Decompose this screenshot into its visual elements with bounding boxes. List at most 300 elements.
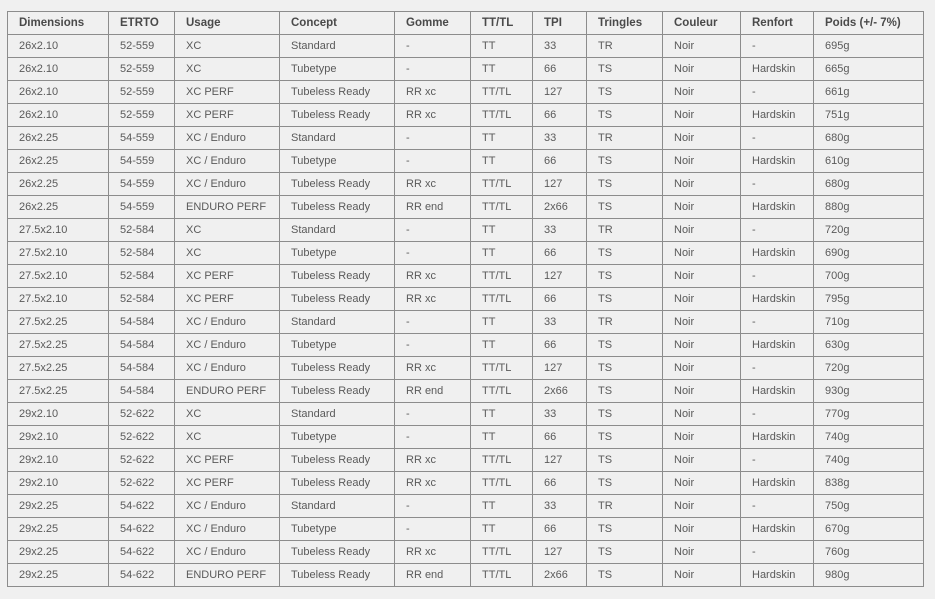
table-cell: 66 [533, 58, 587, 81]
table-cell: - [395, 495, 471, 518]
table-cell: XC / Enduro [175, 311, 280, 334]
table-cell: 127 [533, 449, 587, 472]
table-cell: TT/TL [471, 196, 533, 219]
table-cell: Tubeless Ready [280, 357, 395, 380]
header-row [8, 12, 924, 35]
table-cell: Noir [663, 127, 741, 150]
table-cell: 980g [814, 564, 924, 587]
table-cell: 54-584 [109, 334, 175, 357]
table-cell: 760g [814, 541, 924, 564]
table-cell: Tubeless Ready [280, 173, 395, 196]
table-cell: TT [471, 403, 533, 426]
table-cell: TT [471, 518, 533, 541]
table-cell: Tubeless Ready [280, 449, 395, 472]
table-cell: Noir [663, 380, 741, 403]
table-cell: Standard [280, 127, 395, 150]
table-cell: 29x2.25 [8, 495, 109, 518]
table-cell: TS [587, 518, 663, 541]
table-cell: 26x2.10 [8, 104, 109, 127]
table-cell: TS [587, 426, 663, 449]
table-row [8, 495, 924, 518]
table-cell: 740g [814, 449, 924, 472]
table-cell: 29x2.10 [8, 426, 109, 449]
table-cell: - [395, 58, 471, 81]
table-cell: TS [587, 541, 663, 564]
table-cell: RR end [395, 196, 471, 219]
table-cell: 66 [533, 426, 587, 449]
table-cell: 838g [814, 472, 924, 495]
table-cell: 27.5x2.10 [8, 288, 109, 311]
table-cell: 26x2.25 [8, 150, 109, 173]
table-cell: - [741, 173, 814, 196]
table-cell: Tubetype [280, 334, 395, 357]
table-cell: 66 [533, 150, 587, 173]
table-cell: - [395, 242, 471, 265]
table-cell: 54-622 [109, 518, 175, 541]
table-cell: 52-584 [109, 288, 175, 311]
table-row [8, 35, 924, 58]
column-header: Gomme [395, 12, 471, 35]
table-cell: Tubeless Ready [280, 81, 395, 104]
table-cell: Hardskin [741, 104, 814, 127]
table-cell: Hardskin [741, 150, 814, 173]
table-cell: Noir [663, 81, 741, 104]
table-cell: 770g [814, 403, 924, 426]
table-cell: Standard [280, 311, 395, 334]
table-cell: Hardskin [741, 518, 814, 541]
table-row [8, 242, 924, 265]
table-cell: 26x2.10 [8, 81, 109, 104]
table-cell: 26x2.25 [8, 127, 109, 150]
column-header: Usage [175, 12, 280, 35]
table-cell: 2x66 [533, 564, 587, 587]
table-cell: XC PERF [175, 288, 280, 311]
table-cell: 127 [533, 81, 587, 104]
table-cell: 27.5x2.10 [8, 265, 109, 288]
table-cell: - [741, 81, 814, 104]
table-cell: TS [587, 472, 663, 495]
table-cell: 29x2.10 [8, 449, 109, 472]
table-cell: 54-584 [109, 311, 175, 334]
table-cell: Noir [663, 288, 741, 311]
table-cell: 751g [814, 104, 924, 127]
table-cell: Noir [663, 311, 741, 334]
table-cell: RR xc [395, 357, 471, 380]
table-cell: XC [175, 403, 280, 426]
table-cell: Tubeless Ready [280, 196, 395, 219]
table-cell: Noir [663, 58, 741, 81]
table-cell: Tubeless Ready [280, 265, 395, 288]
table-cell: - [395, 311, 471, 334]
table-row [8, 426, 924, 449]
table-cell: Tubetype [280, 58, 395, 81]
table-cell: TS [587, 81, 663, 104]
table-row [8, 449, 924, 472]
table-cell: Noir [663, 173, 741, 196]
table-cell: Noir [663, 35, 741, 58]
table-cell: 27.5x2.10 [8, 242, 109, 265]
table-cell: 661g [814, 81, 924, 104]
table-cell: 29x2.25 [8, 518, 109, 541]
table-cell: TT [471, 127, 533, 150]
table-cell: Hardskin [741, 196, 814, 219]
table-cell: 930g [814, 380, 924, 403]
column-header: Tringles [587, 12, 663, 35]
table-cell: XC / Enduro [175, 150, 280, 173]
table-cell: TT/TL [471, 81, 533, 104]
table-cell: TT [471, 35, 533, 58]
table-row [8, 357, 924, 380]
table-row [8, 219, 924, 242]
table-cell: - [741, 219, 814, 242]
table-cell: XC / Enduro [175, 173, 280, 196]
table-cell: TT/TL [471, 472, 533, 495]
table-cell: Noir [663, 403, 741, 426]
table-cell: XC [175, 242, 280, 265]
table-cell: TS [587, 58, 663, 81]
table-cell: 52-622 [109, 403, 175, 426]
table-cell: XC PERF [175, 81, 280, 104]
table-cell: XC / Enduro [175, 334, 280, 357]
table-cell: 26x2.25 [8, 173, 109, 196]
table-row [8, 173, 924, 196]
table-cell: 690g [814, 242, 924, 265]
table-cell: 33 [533, 127, 587, 150]
spec-table-container [7, 11, 923, 587]
table-cell: 127 [533, 541, 587, 564]
table-cell: TS [587, 449, 663, 472]
table-row [8, 58, 924, 81]
table-cell: 54-559 [109, 150, 175, 173]
table-cell: TT/TL [471, 265, 533, 288]
table-row [8, 127, 924, 150]
table-cell: 29x2.25 [8, 541, 109, 564]
table-cell: 33 [533, 35, 587, 58]
table-cell: TS [587, 380, 663, 403]
table-cell: - [741, 449, 814, 472]
table-row [8, 564, 924, 587]
table-cell: 54-622 [109, 564, 175, 587]
column-header: Renfort [741, 12, 814, 35]
table-row [8, 150, 924, 173]
table-cell: 54-584 [109, 380, 175, 403]
table-cell: Standard [280, 35, 395, 58]
table-cell: 680g [814, 173, 924, 196]
table-cell: - [741, 311, 814, 334]
table-cell: XC PERF [175, 104, 280, 127]
table-row [8, 518, 924, 541]
table-row [8, 311, 924, 334]
table-cell: Noir [663, 242, 741, 265]
table-cell: Hardskin [741, 58, 814, 81]
table-cell: TS [587, 104, 663, 127]
table-cell: 695g [814, 35, 924, 58]
table-cell: TS [587, 173, 663, 196]
top-cropped-strip [0, 0, 935, 11]
table-cell: Tubetype [280, 426, 395, 449]
table-body [8, 35, 924, 587]
table-cell: Tubeless Ready [280, 288, 395, 311]
table-cell: 720g [814, 357, 924, 380]
table-cell: TR [587, 35, 663, 58]
table-cell: 27.5x2.10 [8, 219, 109, 242]
table-cell: - [741, 541, 814, 564]
table-cell: TS [587, 334, 663, 357]
table-cell: 52-622 [109, 449, 175, 472]
table-cell: TT [471, 58, 533, 81]
table-cell: RR xc [395, 449, 471, 472]
table-cell: - [395, 35, 471, 58]
table-cell: TT/TL [471, 357, 533, 380]
table-cell: TS [587, 564, 663, 587]
table-cell: ENDURO PERF [175, 564, 280, 587]
column-header: Couleur [663, 12, 741, 35]
table-cell: TT [471, 495, 533, 518]
table-cell: 52-622 [109, 472, 175, 495]
table-cell: Noir [663, 357, 741, 380]
table-cell: 33 [533, 495, 587, 518]
table-cell: 33 [533, 219, 587, 242]
table-cell: 54-584 [109, 357, 175, 380]
table-cell: RR xc [395, 173, 471, 196]
table-row [8, 288, 924, 311]
column-header: ETRTO [109, 12, 175, 35]
table-cell: 700g [814, 265, 924, 288]
table-cell: RR xc [395, 541, 471, 564]
table-cell: Noir [663, 334, 741, 357]
table-cell: Noir [663, 449, 741, 472]
table-cell: Tubeless Ready [280, 541, 395, 564]
table-cell: - [395, 426, 471, 449]
table-cell: Noir [663, 265, 741, 288]
table-cell: - [395, 219, 471, 242]
table-cell: 54-622 [109, 541, 175, 564]
table-cell: TS [587, 242, 663, 265]
table-cell: Tubeless Ready [280, 564, 395, 587]
table-cell: TT [471, 242, 533, 265]
table-cell: Noir [663, 541, 741, 564]
table-cell: RR end [395, 564, 471, 587]
table-cell: 750g [814, 495, 924, 518]
table-cell: 27.5x2.25 [8, 357, 109, 380]
table-cell: TT [471, 311, 533, 334]
table-cell: XC PERF [175, 265, 280, 288]
table-cell: 66 [533, 334, 587, 357]
table-cell: TT/TL [471, 449, 533, 472]
table-cell: Tubeless Ready [280, 380, 395, 403]
table-cell: Noir [663, 219, 741, 242]
table-cell: Hardskin [741, 564, 814, 587]
column-header: Dimensions [8, 12, 109, 35]
table-cell: XC [175, 58, 280, 81]
table-header [8, 12, 924, 35]
table-cell: XC / Enduro [175, 518, 280, 541]
table-cell: 27.5x2.25 [8, 311, 109, 334]
table-cell: - [741, 265, 814, 288]
table-row [8, 403, 924, 426]
table-cell: 26x2.10 [8, 35, 109, 58]
table-cell: XC / Enduro [175, 357, 280, 380]
tire-spec-table [7, 11, 924, 587]
table-cell: 740g [814, 426, 924, 449]
table-cell: 2x66 [533, 196, 587, 219]
table-cell: TR [587, 127, 663, 150]
table-cell: TS [587, 288, 663, 311]
table-cell: Tubetype [280, 518, 395, 541]
table-cell: 54-559 [109, 127, 175, 150]
table-cell: XC / Enduro [175, 495, 280, 518]
table-cell: Noir [663, 150, 741, 173]
table-cell: 710g [814, 311, 924, 334]
table-cell: 665g [814, 58, 924, 81]
table-cell: Hardskin [741, 242, 814, 265]
table-cell: 52-584 [109, 219, 175, 242]
table-cell: TR [587, 311, 663, 334]
table-cell: 29x2.10 [8, 403, 109, 426]
table-cell: - [395, 518, 471, 541]
table-cell: Hardskin [741, 288, 814, 311]
table-row [8, 104, 924, 127]
table-cell: XC [175, 35, 280, 58]
table-cell: TT/TL [471, 380, 533, 403]
table-cell: Noir [663, 495, 741, 518]
table-cell: 54-559 [109, 173, 175, 196]
table-cell: Tubeless Ready [280, 104, 395, 127]
table-cell: 630g [814, 334, 924, 357]
table-cell: Tubeless Ready [280, 472, 395, 495]
table-cell: 27.5x2.25 [8, 380, 109, 403]
table-cell: RR xc [395, 288, 471, 311]
table-cell: 27.5x2.25 [8, 334, 109, 357]
table-row [8, 334, 924, 357]
table-cell: 52-584 [109, 265, 175, 288]
table-cell: Noir [663, 426, 741, 449]
table-cell: XC / Enduro [175, 127, 280, 150]
table-cell: 680g [814, 127, 924, 150]
table-cell: XC [175, 426, 280, 449]
table-cell: 26x2.10 [8, 58, 109, 81]
table-cell: TS [587, 196, 663, 219]
table-cell: Hardskin [741, 380, 814, 403]
table-cell: TT/TL [471, 564, 533, 587]
table-cell: TR [587, 495, 663, 518]
table-cell: Tubetype [280, 150, 395, 173]
table-cell: XC / Enduro [175, 541, 280, 564]
table-cell: - [395, 150, 471, 173]
table-cell: TS [587, 357, 663, 380]
table-cell: 127 [533, 357, 587, 380]
table-cell: 33 [533, 403, 587, 426]
table-cell: TT [471, 334, 533, 357]
table-cell: TT [471, 426, 533, 449]
table-cell: 29x2.10 [8, 472, 109, 495]
table-cell: 127 [533, 265, 587, 288]
table-cell: 54-559 [109, 196, 175, 219]
table-cell: 610g [814, 150, 924, 173]
table-row [8, 265, 924, 288]
table-cell: TT [471, 150, 533, 173]
table-cell: 52-622 [109, 426, 175, 449]
table-cell: RR xc [395, 472, 471, 495]
table-cell: 66 [533, 242, 587, 265]
table-cell: 26x2.25 [8, 196, 109, 219]
table-row [8, 541, 924, 564]
table-cell: 29x2.25 [8, 564, 109, 587]
table-cell: Hardskin [741, 334, 814, 357]
table-cell: Noir [663, 196, 741, 219]
table-cell: 52-559 [109, 81, 175, 104]
table-cell: TS [587, 403, 663, 426]
table-cell: Noir [663, 518, 741, 541]
table-cell: 52-559 [109, 58, 175, 81]
table-cell: - [395, 127, 471, 150]
table-cell: 880g [814, 196, 924, 219]
table-cell: 670g [814, 518, 924, 541]
table-cell: 54-622 [109, 495, 175, 518]
table-cell: XC [175, 219, 280, 242]
table-cell: Noir [663, 472, 741, 495]
table-cell: TS [587, 150, 663, 173]
table-cell: XC PERF [175, 449, 280, 472]
table-cell: - [741, 495, 814, 518]
table-cell: RR xc [395, 265, 471, 288]
table-cell: - [741, 357, 814, 380]
column-header: Concept [280, 12, 395, 35]
column-header: TT/TL [471, 12, 533, 35]
table-cell: - [395, 334, 471, 357]
table-cell: 795g [814, 288, 924, 311]
table-cell: Standard [280, 219, 395, 242]
table-cell: 52-559 [109, 35, 175, 58]
table-cell: Standard [280, 403, 395, 426]
table-row [8, 81, 924, 104]
table-cell: Hardskin [741, 426, 814, 449]
table-cell: Hardskin [741, 472, 814, 495]
table-cell: - [741, 403, 814, 426]
table-cell: 720g [814, 219, 924, 242]
table-cell: TT/TL [471, 288, 533, 311]
table-cell: - [741, 127, 814, 150]
table-row [8, 472, 924, 495]
column-header: Poids (+/- 7%) [814, 12, 924, 35]
table-cell: Standard [280, 495, 395, 518]
table-cell: 66 [533, 104, 587, 127]
table-cell: 66 [533, 288, 587, 311]
table-row [8, 380, 924, 403]
table-cell: 66 [533, 472, 587, 495]
table-cell: Tubetype [280, 242, 395, 265]
column-header: TPI [533, 12, 587, 35]
table-cell: XC PERF [175, 472, 280, 495]
table-cell: 2x66 [533, 380, 587, 403]
table-row [8, 196, 924, 219]
table-cell: ENDURO PERF [175, 196, 280, 219]
table-cell: TS [587, 265, 663, 288]
table-cell: RR end [395, 380, 471, 403]
table-cell: 127 [533, 173, 587, 196]
table-cell: 52-559 [109, 104, 175, 127]
table-cell: ENDURO PERF [175, 380, 280, 403]
table-cell: 66 [533, 518, 587, 541]
table-cell: - [395, 403, 471, 426]
table-cell: TT/TL [471, 173, 533, 196]
table-cell: TT/TL [471, 541, 533, 564]
table-cell: Noir [663, 104, 741, 127]
table-cell: 52-584 [109, 242, 175, 265]
table-cell: RR xc [395, 104, 471, 127]
table-cell: TT [471, 219, 533, 242]
table-cell: - [741, 35, 814, 58]
